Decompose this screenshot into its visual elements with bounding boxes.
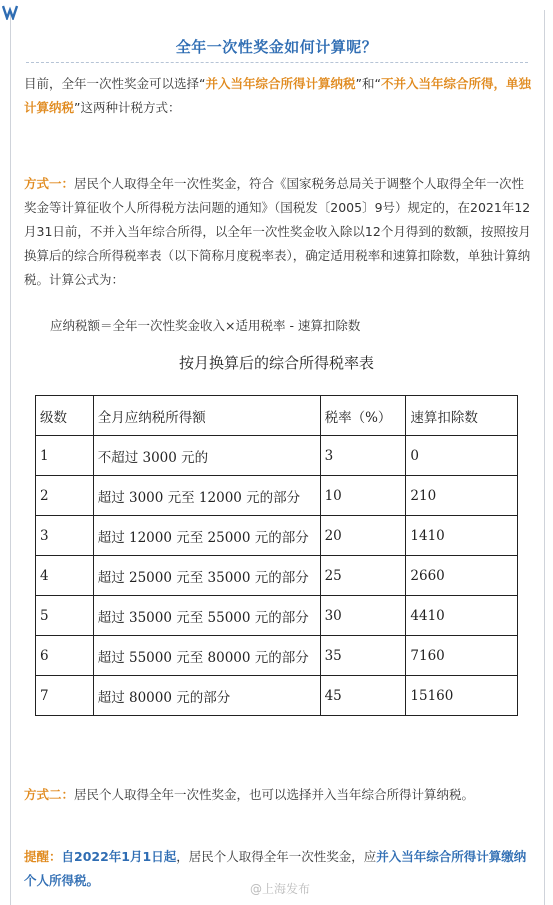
cell-income: 超过 12000 元至 25000 元的部分 [93,516,320,556]
cell-income: 超过 3000 元至 12000 元的部分 [93,476,320,516]
intro-paragraph [24,72,532,120]
cell-level: 6 [36,636,94,676]
table-row [36,676,518,716]
method1-paragraph [24,172,532,292]
intro-text-1: 目前，全年一次性奖金可以选择“ [24,76,206,91]
table-row [36,476,518,516]
cell-level: 7 [36,676,94,716]
method1-label: 方式一： [24,176,75,191]
brand-logo-icon [2,4,20,20]
intro-text-2: ”和“ [355,76,381,91]
cell-deduction: 1410 [406,516,518,556]
cell-rate: 25 [320,556,406,596]
cell-income: 超过 55000 元至 80000 元的部分 [93,636,320,676]
tax-rate-table [35,395,518,716]
cell-deduction: 0 [406,436,518,476]
cell-rate: 3 [320,436,406,476]
cell-level: 4 [36,556,94,596]
method2-label: 方式二： [24,787,75,802]
cell-income: 超过 80000 元的部分 [93,676,320,716]
table-row [36,436,518,476]
intro-text-3: ”这两种计税方式： [74,100,181,115]
method2-text: 居民个人取得全年一次性奖金，也可以选择并入当年综合所得计算纳税。 [74,787,475,802]
table-header-row [36,396,518,436]
table-row [36,636,518,676]
weibo-watermark: @上海发布 [250,882,311,896]
intro-option-1: 并入当年综合所得计算纳税 [205,76,356,91]
header-level: 级数 [36,396,94,436]
table-row [36,596,518,636]
reminder-emphasis: 并入当年综合所得计算缴纳个人所得税。 [24,849,527,888]
cell-rate: 30 [320,596,406,636]
method1-text: 居民个人取得全年一次性奖金，符合《国家税务总局关于调整个人取得全年一次性奖金等计算征收个人所得税方法问题的通知》（国税发〔2005〕9号）规定的，在2021年12月31日前，不并入当年综合所得，以全年一次性奖金收入除以12个月得到的数额，按照按月换算后的综合所得税率表（以下简称月度税率表），确定适用税率和速算扣除数，单独计算纳税。计算公式为： [24,176,531,287]
cell-income: 超过 35000 元至 55000 元的部分 [93,596,320,636]
table-row [36,516,518,556]
header-income: 全月应纳税所得额 [93,396,320,436]
reminder-date: 自2022年1月1日起 [61,849,177,864]
cell-income: 超过 25000 元至 35000 元的部分 [93,556,320,596]
cell-deduction: 7160 [406,636,518,676]
cell-rate: 10 [320,476,406,516]
cell-rate: 35 [320,636,406,676]
cell-rate: 20 [320,516,406,556]
cell-deduction: 15160 [406,676,518,716]
header-rate: 税率（%） [320,396,406,436]
cell-deduction: 210 [406,476,518,516]
table-row [36,556,518,596]
method2-paragraph [24,783,532,807]
table-title: 按月换算后的综合所得税率表 [178,354,374,372]
cell-level: 3 [36,516,94,556]
cell-rate: 45 [320,676,406,716]
title-divider [26,62,528,63]
tax-formula: 应纳税额＝全年一次性奖金收入×适用税率 - 速算扣除数 [50,318,361,333]
cell-level: 5 [36,596,94,636]
cell-income: 不超过 3000 元的 [93,436,320,476]
page-title: 全年一次性奖金如何计算呢？ [175,38,378,56]
reminder-text: ，居民个人取得全年一次性奖金，应 [176,849,377,864]
cell-deduction: 2660 [406,556,518,596]
cell-level: 1 [36,436,94,476]
reminder-label: 提醒： [24,849,62,864]
header-deduction: 速算扣除数 [406,396,518,436]
cell-level: 2 [36,476,94,516]
cell-deduction: 4410 [406,596,518,636]
intro-option-2: 不并入当年综合所得，单独计算纳税 [24,76,531,115]
